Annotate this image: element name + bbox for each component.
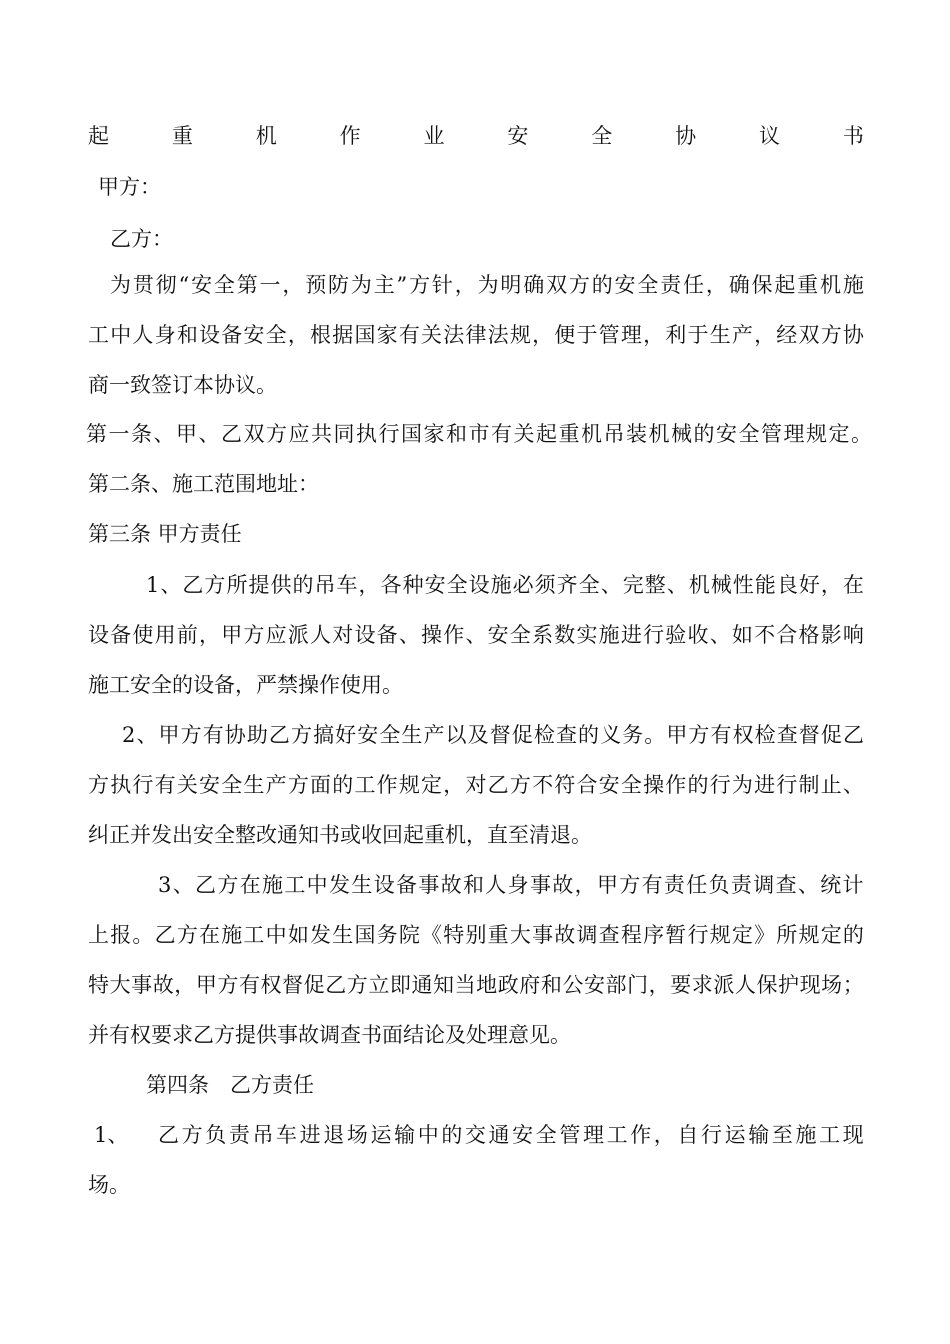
party-a-label: 甲方： — [98, 175, 161, 199]
document-title — [88, 121, 864, 151]
a4-item1-line: 乙 方 负 责 吊 车 进 退 场 运 输 中 的 交 通 安 全 管 理 工 作 ， 自 行 运 输 至 施 工 现 — [158, 1123, 864, 1147]
article-1: 第 一 条 、 甲 、 乙 双 方 应 共 同 执 行 国 家 和 市 有 关 起 重 机 吊 装 机 械 的 安 全 管 理 规 定 。 — [86, 422, 872, 446]
title-char: 机 — [255, 124, 277, 148]
title-char: 全 — [591, 124, 613, 148]
a3-item3-line: 特 大 事 故 ， 甲 方 有 权 督 促 乙 方 立 即 通 知 当 地 政 府 和 公 安 部 门 ， 要 求 派 人 保 护 现 场 ； — [88, 973, 864, 997]
title-char: 协 — [675, 124, 697, 148]
title-char: 安 — [507, 124, 529, 148]
a3-item3-line: 上 报 。 乙 方 在 施 工 中 如 发 生 国 务 院 《 特 别 重 大 事 故 调 查 程 序 暂 行 规 定 》 所 规 定 的 — [88, 923, 864, 947]
intro-line: 工 中 人 身 和 设 备 安 全 ， 根 据 国 家 有 关 法 律 法 规 ， 便 于 管 理 ， 利 于 生 产 ， 经 双 方 协 — [88, 323, 864, 347]
a3-item1-line: 1 、 乙 方 所 提 供 的 吊 车 ， 各 种 安 全 设 施 必 须 齐 全 、 完 整 、 机 械 性 能 良 好 ， 在 — [146, 573, 864, 597]
intro-line: 为 贯 彻 “ 安 全 第 一 ， 预 防 为 主 ” 方 针 ， 为 明 确 双 方 的 安 全 责 任 ， 确 保 起 重 机 施 — [110, 273, 864, 297]
a3-item2-line: 纠正并发出安全整改通知书或收回起重机，直至清退。 — [88, 823, 592, 847]
article-4-heading: 第四条 乙方责任 — [146, 1073, 314, 1097]
a3-item1-line: 设 备 使 用 前 ， 甲 方 应 派 人 对 设 备 、 操 作 、 安 全 系 数 实 施 进 行 验 收 、 如 不 合 格 影 响 — [88, 623, 864, 647]
a3-item2-line: 2 、 甲 方 有 协 助 乙 方 搞 好 安 全 生 产 以 及 督 促 检 查 的 义 务 。 甲 方 有 权 检 查 督 促 乙 — [122, 723, 864, 747]
a3-item3-line: 3 、 乙 方 在 施 工 中 发 生 设 备 事 故 和 人 身 事 故 ， 甲 方 有 责 任 负 责 调 查 、 统 计 — [158, 873, 864, 897]
party-b-label: 乙方： — [110, 227, 173, 251]
a3-item3-line: 并有权要求乙方提供事故调查书面结论及处理意见。 — [88, 1023, 571, 1047]
article-2: 第二条、施工范围地址： — [88, 472, 319, 496]
title-char: 重 — [171, 124, 193, 148]
intro-line: 商一致签订本协议。 — [88, 373, 277, 397]
a4-item1-line: 场。 — [88, 1173, 130, 1197]
title-char: 作 — [339, 124, 361, 148]
article-3-heading: 第三条 甲方责任 — [88, 522, 242, 546]
title-char: 业 — [423, 124, 445, 148]
a4-item1-number: 1、 — [94, 1123, 129, 1147]
title-char: 书 — [842, 124, 864, 148]
title-char: 起 — [88, 124, 109, 148]
a3-item1-line: 施工安全的设备，严禁操作使用。 — [88, 673, 403, 697]
a3-item2-line: 方 执 行 有 关 安 全 生 产 方 面 的 工 作 规 定 ， 对 乙 方 不 符 合 安 全 操 作 的 行 为 进 行 制 止 、 — [88, 773, 864, 797]
title-char: 议 — [759, 124, 780, 148]
